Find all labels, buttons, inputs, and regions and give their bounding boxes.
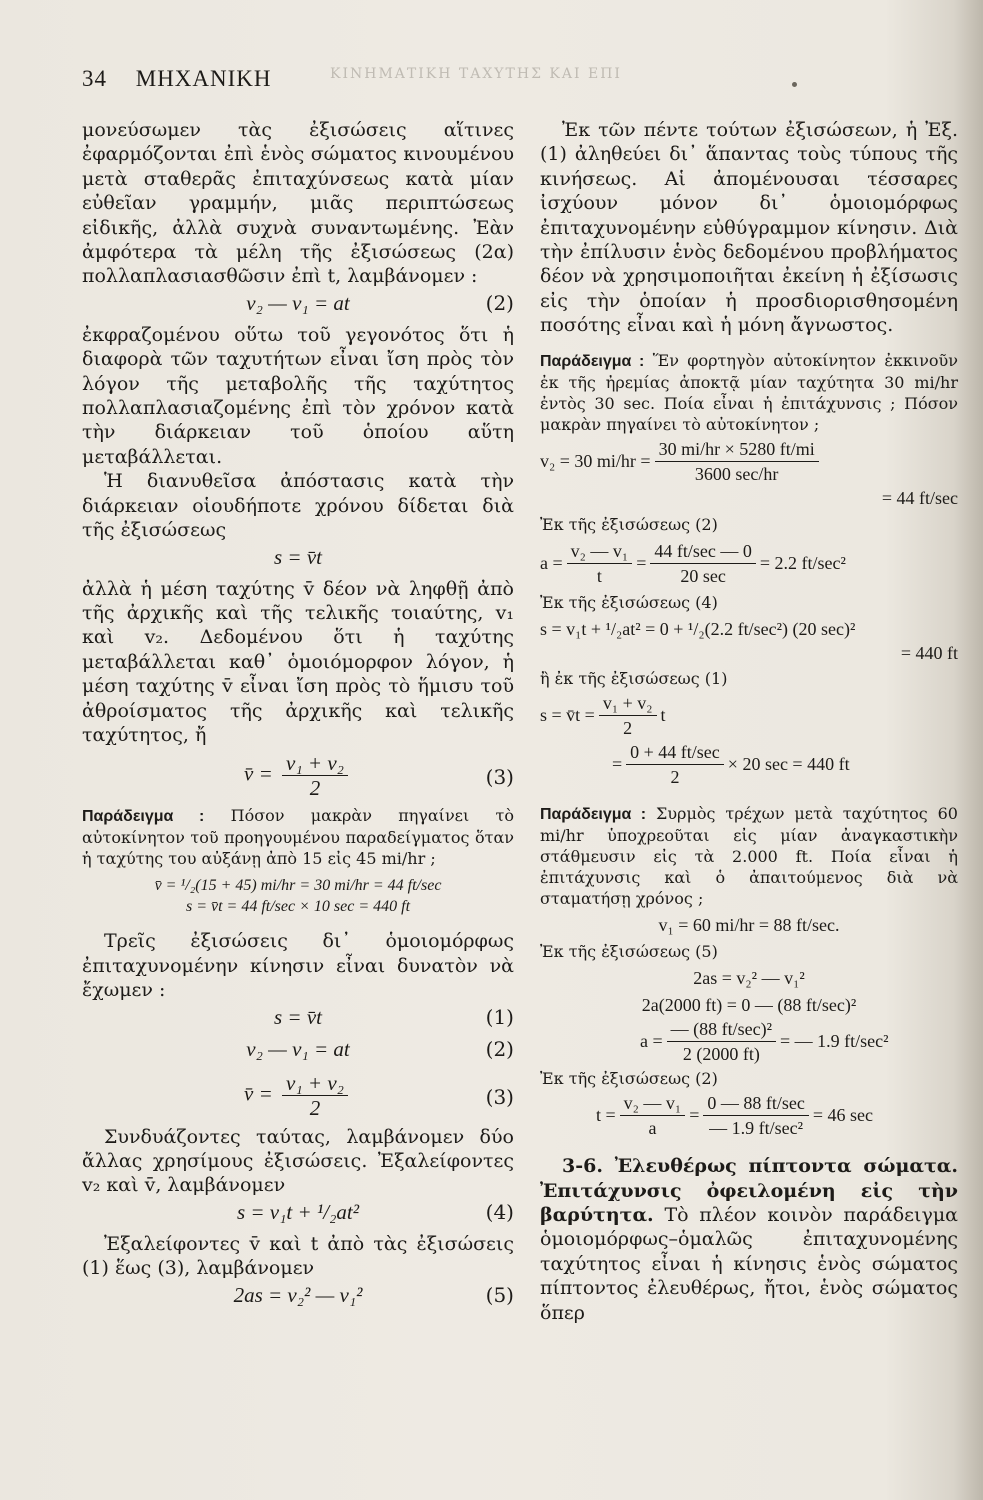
calc-lhs: a = [540,553,563,574]
equation-s [82,545,514,575]
calc-source: Ἐκ τῆς ἐξισώσεως (2) [540,1069,718,1089]
calc-eq: = [689,1105,700,1126]
numerator: v₂ — v₁ [567,539,633,564]
equation-number: (1) [485,1004,514,1029]
page-number: 34 [82,66,107,91]
paragraph: Ἐξαλείφοντες v̄ καὶ t ἀπὸ τὰς ἐξισώσεις (1) ἕως (3), λαμβάνομεν [82,1232,514,1280]
equation-2 [82,291,514,321]
denominator: 3600 sec/hr [694,463,779,484]
calc-2a: 2a(2000 ft) = 0 — (88 ft/sec)² [641,994,857,1015]
example-text: Ἕν φορτηγὸν αὐτοκίνητον ἐκκινοῦν ἐκ τῆς ἠρεμίας ἀποκτᾷ μίαν ταχύτητα 30 mi/hr ἐντὸς 30 sec. Ποία εἶναι ἡ ἐπιτάχυνσις ; Πόσον μακρὰν πηγαίνει τὸ αὐτοκίνητον ; [540,350,958,434]
numerator: 30 mi/hr × 5280 ft/mi [655,437,819,462]
equation-body: 2as = v₂² — v₁² [233,1282,363,1307]
calc-a-train [540,1017,958,1066]
equation-3 [82,749,514,803]
example-text: Πόσον μακρὰν πηγαίνει τὸ αὐτοκίνητον τοῦ προηγουμένου παραδείγματος ὅταν ἡ ταχύτης του αὐξάνῃ ἀπὸ 15 εἰς 45 mi/hr ; [82,806,514,869]
calc-result: = — 1.9 ft/sec² [780,1031,889,1052]
fraction [599,691,657,740]
calc-t-train [540,1091,958,1140]
paragraph: Ἐκ τῶν πέντε τούτων ἐξισώσεων, ἡ Ἐξ. (1) ἀληθεύει δι᾽ ἅπαντας τοὺς τύπους τῆς κινήσεως. Αἱ ἀπομένουσαι τέσσαρες ἰσχύουν μόνον δι᾽ ὁμοιομόρφως ἐπιταχυνομένην εὐθύγραμμον κίνησιν. Διὰ τὴν ἐπίλυσιν ἑνὸς δεδομένου προβλήματος δέον νὰ χρησιμοποιῆται ἐκείνη ἡ ἐξίσωσις εἰς τὴν ὁποίαν ἡ προσδιορισθησομένη ποσότης εἶναι καὶ ἡ μόνη ἄγνωστος. [540,119,958,337]
equation-number: (2) [485,1036,514,1061]
numerator: v₂ — v₁ [620,1091,686,1116]
numerator: v₁ + v₂ [282,751,348,776]
paragraph: ἀλλὰ ἡ μέση ταχύτης v̄ δέον νὰ ληφθῇ ἀπὸ τῆς ἀρχικῆς καὶ τῆς τελικῆς τοιαύτης, v₁ καὶ v₂. Δεδομένου ὅτι ἡ ταχύτης μεταβάλλεται καθ᾽ ὁμοιόμορφον λόγον, ἡ μέση ταχύτης v̄ εἶναι ἴση πρὸς τὸ ἥμισυ τοῦ ἀθροίσματος τῆς ἀρχικῆς καὶ τελικῆς ταχύτητος, ἤ [82,577,514,746]
denominator: t [596,566,602,587]
calc-eq: = [612,754,623,775]
section-text: Τὸ πλέον κοινὸν παράδειγμα ὁμοιομόρφως–ὁμαλῶς ἐπιταχυνομένης ταχύτητος εἶναι ἡ κίνησις ἑνὸς σώματος πίπτοντος ἐλευθέρως, ἤτοι, ἑνὸς σώματος ὅπερ [540,1203,959,1324]
equation-body: s = v̄t [274,1004,322,1029]
fraction [703,1091,808,1140]
denominator: 2 [670,766,680,787]
numerator: — (88 ft/sec)² [667,1017,776,1042]
denominator: 2 [309,776,321,801]
calc-v2 [540,437,958,486]
numerator: v₁ + v₂ [282,1071,348,1096]
paragraph: ἐκφραζομένου οὕτω τοῦ γεγονότος ὅτι ἡ διαφορὰ τῶν ταχυτήτων εἶναι ἴση πρὸς τὸν λόγον τῆς μεταβολῆς τῆς ταχύτητος πολλαπλασιαζομένης ἐπὶ τὸν χρόνον κατὰ τὴν διάρκειαν τοῦ ὁποίου αὕτη μεταβάλλεται. [82,323,514,468]
equation-body: s = v̄t [274,544,322,569]
calc-2as: 2as = v₂² — v₁² [693,968,805,989]
calc-source: ἢ ἐκ τῆς ἐξισώσεως (1) [540,668,728,688]
equation-number: (3) [485,765,514,790]
equation-body: v₂ — v₁ = at [246,290,350,315]
example-paragraph [540,803,958,909]
calc-result: × 20 sec = 440 ft [727,754,850,775]
calc-lhs: v₂ = 30 mi/hr = [540,450,651,471]
example-label: Παράδειγμα : [82,808,205,826]
denominator: 20 sec [680,566,726,587]
calc-s: s = v₁t + ¹/₂at² = 0 + ¹/₂(2.2 ft/sec²) (20 sec)² [540,619,856,640]
ink-speck [792,82,797,87]
eq-lhs: v̄ = [244,1080,273,1105]
calc-s-avg-2 [540,740,958,789]
fraction [620,1091,686,1140]
equation-number: (2) [485,290,514,315]
bleed-through-text: ΚΙΝΗΜΑΤΙΚΗ ΤΑΧΥΤΗΣ ΚΑΙ ΕΠΙ [330,66,622,82]
calc-v1: v₁ = 60 mi/hr = 88 ft/sec. [658,914,840,935]
example-paragraph [82,805,514,869]
system-eq-1 [82,1005,514,1035]
calc-source: Ἐκ τῆς ἐξισώσεως (2) [540,515,718,535]
section-paragraph [540,1154,958,1325]
system-eq-2 [82,1037,514,1067]
calc-s-avg [540,691,958,740]
running-header [82,66,272,92]
equation-5 [82,1283,514,1313]
equation-number: (5) [485,1282,514,1307]
calc-result: = 46 sec [812,1105,873,1126]
eq-lhs: v̄ = [244,761,273,786]
calc-eq: = [636,553,647,574]
calc-v2-result: = 44 ft/sec [881,487,958,508]
header-title: ΜΗΧΑΝΙΚΗ [135,66,272,91]
example-label: Παράδειγμα : [540,352,645,370]
paragraph: Τρεῖς ἐξισώσεις δι᾽ ὁμοιομόρφως ἐπιταχυνομένην κίνησιν εἶναι δυνατὸν νὰ ἔχωμεν : [82,930,514,1002]
example-paragraph [540,350,958,435]
calc-result: = 2.2 ft/sec² [759,553,846,574]
calc-t: t [660,705,666,726]
equation-number: (3) [485,1084,514,1109]
section-title: 3-6. Ἐλευθέρως πίπτοντα σώματα. Ἐπιτάχυνσις ὀφειλομένη εἰς τὴν βαρύτητα. [540,1155,958,1226]
fraction [626,740,724,789]
fraction [655,437,819,486]
calc-lhs: t = [596,1105,616,1126]
calc-lhs: s = v̄t = [540,705,595,726]
fraction [650,539,755,588]
calc-lhs: a = [640,1031,663,1052]
left-column [82,118,514,1315]
denominator: a [648,1118,657,1139]
fraction [282,751,348,800]
fraction [282,1071,348,1120]
paragraph: Συνδυάζοντες ταύτας, λαμβάνομεν δύο ἄλλας χρησίμους ἐξισώσεις. Ἐξαλείφοντες v₂ καὶ v̄, λαμβάνομεν [82,1125,514,1197]
right-column [540,118,958,1325]
calc-source: Ἐκ τῆς ἐξισώσεως (4) [540,593,718,613]
equation-body: s = v₁t + ¹/₂at² [236,1199,360,1224]
example-calc-2: s = v̄t = 44 ft/sec × 10 sec = 440 ft [185,898,411,916]
numerator: 0 — 88 ft/sec [703,1091,808,1116]
calc-a [540,539,958,588]
example-label: Παράδειγμα : [540,805,647,823]
paragraph: μονεύσωμεν τὰς ἐξισώσεις αἵτινες ἐφαρμόζονται ἐπὶ ἑνὸς σώματος κινουμένου μετὰ σταθερᾶς ἐπιταχύνσεως κατὰ μίαν εὐθεῖαν γραμμήν, μιᾶς περιπτώσεως εἰδικῆς, ἀλλὰ συχνὰ συναντωμένης. Ἐὰν ἀμφότερα τὰ μέλη τῆς ἐξισώσεως (2α) πολλαπλασιασθῶσιν ἐπὶ t, λαμβάνομεν : [82,119,514,288]
denominator: 2 [623,717,633,738]
paragraph: Ἡ διανυθεῖσα ἀπόστασις κατὰ τὴν διάρκειαν οἱουδήποτε χρόνου δίδεται διὰ τῆς ἐξισώσεως [82,470,514,542]
equation-number: (4) [485,1199,514,1224]
fraction [667,1017,776,1066]
calc-source: Ἐκ τῆς ἐξισώσεως (5) [540,942,718,962]
example-text: Συρμὸς τρέχων μετὰ ταχύτητος 60 mi/hr ὑποχρεοῦται εἰς μίαν ἀναγκαστικὴν στάθμευσιν εἰς τὰ 2.000 ft. Ποία εἶναι ἡ ἐπιτάχυνσις καὶ ὁ ἀπαιτούμενος διὰ νὰ σταματήσῃ χρόνος ; [540,803,958,908]
numerator: v₁ + v₂ [599,691,657,716]
system-eq-3 [82,1069,514,1123]
denominator: 2 (2000 ft) [682,1044,760,1065]
denominator: — 1.9 ft/sec² [709,1118,804,1139]
fraction [567,539,633,588]
equation-body: v₂ — v₁ = at [246,1036,350,1061]
calc-s-result: = 440 ft [900,643,958,664]
equation-4 [82,1200,514,1230]
numerator: 44 ft/sec — 0 [650,539,755,564]
denominator: 2 [309,1095,321,1120]
example-calc-1: v̄ = ¹/₂(15 + 45) mi/hr = 30 mi/hr = 44 ft/sec [154,877,442,895]
equation-body [82,751,514,800]
numerator: 0 + 44 ft/sec [626,740,724,765]
equation-body [82,1071,514,1120]
